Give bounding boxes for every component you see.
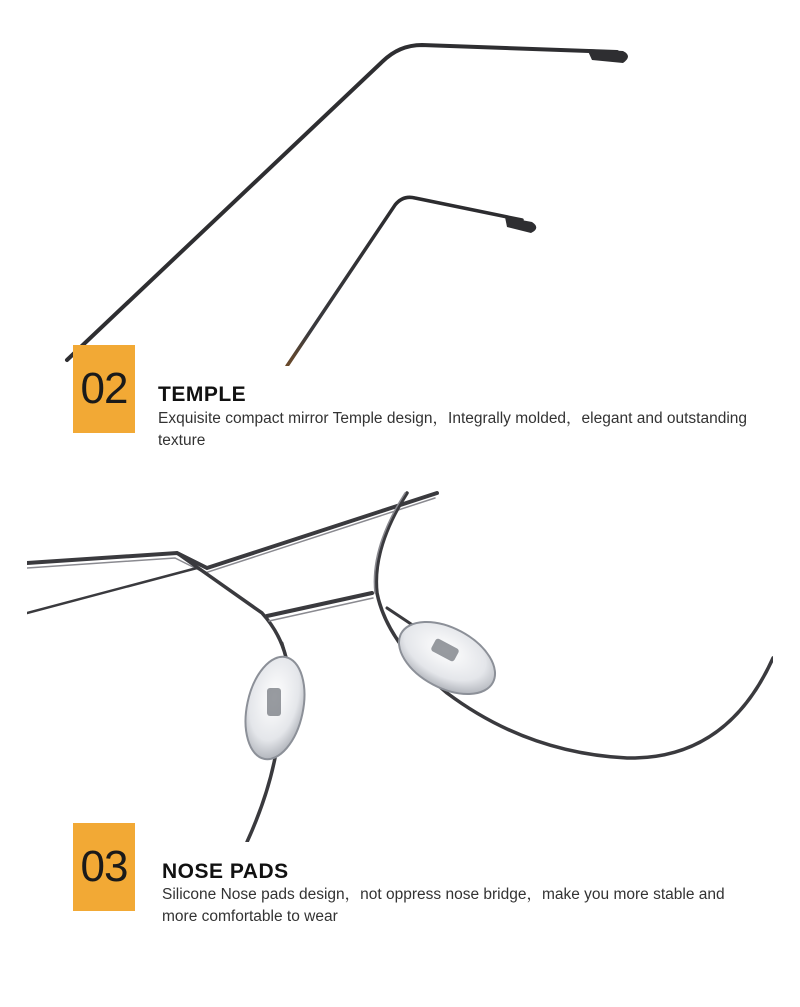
feature-number-badge: 02 (73, 345, 135, 433)
left-nose-pad (237, 651, 313, 764)
feature-title: TEMPLE (158, 383, 247, 406)
temple-photo (27, 0, 773, 366)
temple-tip-long (587, 49, 628, 63)
nose-bridge (267, 593, 372, 616)
feature-title: NOSE PADS (162, 860, 289, 883)
temple-arm-short (287, 197, 522, 366)
feature-description: Silicone Nose pads design，not oppress nose bridge，make you more stable and more comfortable to wear (162, 886, 725, 925)
nose-pads-photo (27, 468, 773, 842)
feature-number-badge: 03 (73, 823, 135, 911)
top-bridge-bar (27, 493, 437, 568)
feature-description: Exquisite compact mirror Temple design，Integrally molded，elegant and outstanding texture (158, 410, 748, 449)
temple-arm-long (67, 45, 617, 360)
